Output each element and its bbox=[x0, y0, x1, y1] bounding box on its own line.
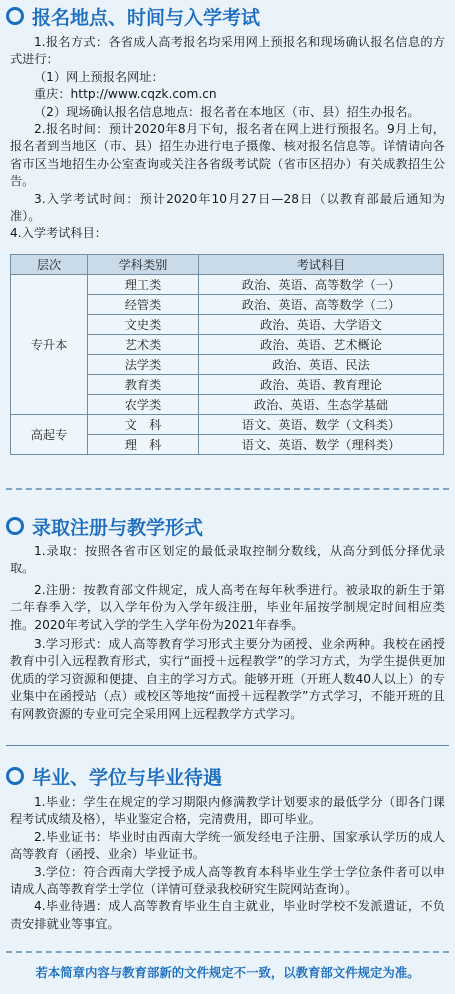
table-header: 考试科目 bbox=[199, 255, 444, 275]
category-cell: 农学类 bbox=[88, 395, 199, 415]
paragraph: 3.入学考试时间：预计2020年10月27日—28日（以教育部最后通知为准）。 bbox=[10, 191, 445, 224]
subjects-cell: 政治、英语、大学语文 bbox=[199, 315, 444, 335]
subjects-cell: 政治、英语、生态学基础 bbox=[199, 395, 444, 415]
subjects-cell: 语文、英语、数学（文科类） bbox=[199, 415, 444, 435]
section-heading bbox=[0, 512, 455, 540]
subjects-cell: 政治、英语、教育理论 bbox=[199, 375, 444, 395]
subjects-cell: 政治、英语、高等数学（二） bbox=[199, 295, 444, 315]
section-graduation bbox=[0, 762, 455, 933]
exam-subjects-table bbox=[10, 254, 444, 455]
subjects-cell: 政治、英语、艺术概论 bbox=[199, 335, 444, 355]
paragraph: 4.毕业待遇：成人高等教育毕业生自主就业，毕业时学校不发派遣证，不负责安排就业等事宜。 bbox=[10, 899, 445, 931]
paragraph: 3.学习形式：成人高等教育学习形式主要分为函授、业余两种。我校在函授教育中引入远程教育形式，实行“面授＋远程教学”的学习方式，为学生提供更加优质的学习资源和便捷、自主的学习方式。能够开班（开班人数40人以上）的专业集中在函授站（点）或校区等地按“面授＋远程教学”方式学习，不能开班的且有网教资源的专业可完全采用网上远程教学方式学习。 bbox=[10, 637, 445, 721]
paragraph: 1.毕业：学生在规定的学习期限内修满教学计划要求的最低学分（即各门课程考试成绩及格），毕业鉴定合格，完清费用，即可毕业。 bbox=[10, 795, 445, 827]
table-row bbox=[11, 415, 444, 435]
footer-note: 若本简章内容与教育部新的文件规定不一致，以教育部文件规定为准。 bbox=[35, 965, 420, 980]
paragraph: 1.录取：按照各省市区划定的最低录取控制分数线，从高分到低分择优录取。 bbox=[10, 544, 445, 576]
section-title: 报名地点、时间与入学考试 bbox=[32, 6, 261, 29]
section-divider bbox=[6, 745, 449, 746]
category-cell: 艺术类 bbox=[88, 335, 199, 355]
section-heading bbox=[0, 762, 455, 790]
level-cell: 专升本 bbox=[11, 275, 88, 415]
table-header-row bbox=[11, 255, 444, 275]
section-enrollment bbox=[0, 512, 455, 723]
category-cell: 文史类 bbox=[88, 315, 199, 335]
category-cell: 法学类 bbox=[88, 355, 199, 375]
subjects-cell: 政治、英语、民法 bbox=[199, 355, 444, 375]
circle-bullet-icon bbox=[6, 517, 24, 535]
paragraph: （2）现场确认报名信息地点：报名者在本地区（市、县）招生办报名。 bbox=[34, 104, 420, 119]
subjects-cell: 政治、英语、高等数学（一） bbox=[199, 275, 444, 295]
table-row bbox=[11, 275, 444, 295]
paragraph: 4.入学考试科目： bbox=[10, 226, 107, 241]
circle-bullet-icon bbox=[6, 767, 24, 785]
paragraph: （1）网上预报名网址： bbox=[34, 69, 164, 84]
section-heading bbox=[0, 2, 455, 30]
category-cell: 教育类 bbox=[88, 375, 199, 395]
website-url: 重庆：http://www.cqzk.com.cn bbox=[34, 87, 217, 102]
subjects-cell: 语文、英语、数学（理科类） bbox=[199, 435, 444, 455]
category-cell: 理工类 bbox=[88, 275, 199, 295]
paragraph: 1.报名方式：各省成人高考报名均采用网上预报名和现场确认报名信息的方式进行： bbox=[10, 35, 445, 67]
paragraph: 3.学位：符合西南大学授予成人高等教育本科毕业生学士学位条件者可以申请成人高等教育学士学位（详情可登录我校研究生院网站查询）。 bbox=[10, 864, 445, 897]
section-title: 毕业、学位与毕业待遇 bbox=[32, 766, 223, 789]
category-cell: 经管类 bbox=[88, 295, 199, 315]
paragraph: 2.报名时间：预计2020年8月下旬，报名者在网上进行预报名。9月上旬，报名者到当地区（市、县）招生办进行电子摄像、核对报名信息等。详情请向各省市区当地招生办公室查询或关注各省级考试院（省市区招办）有关成教招生公告。 bbox=[10, 122, 445, 189]
section-registration bbox=[0, 2, 455, 243]
table-header: 层次 bbox=[11, 255, 88, 275]
level-cell: 高起专 bbox=[11, 415, 88, 455]
category-cell: 理 科 bbox=[88, 435, 199, 455]
paragraph: 2.毕业证书：毕业时由西南大学统一颁发经电子注册、国家承认学历的成人高等教育（函授、业余）毕业证书。 bbox=[10, 829, 445, 862]
section-title: 录取注册与教学形式 bbox=[32, 516, 204, 539]
table-header: 学科类别 bbox=[88, 255, 199, 275]
footer-divider bbox=[6, 951, 449, 953]
category-cell: 文 科 bbox=[88, 415, 199, 435]
section-divider bbox=[6, 488, 449, 490]
circle-bullet-icon bbox=[6, 7, 24, 25]
paragraph: 2.注册：按教育部文件规定，成人高考在每年秋季进行。被录取的新生于第二年春季入学，以入学年份为入学年级注册，毕业年届按学制规定时间相应类推。2020年考试入学的学生入学年份为2021年春季。 bbox=[10, 582, 445, 632]
